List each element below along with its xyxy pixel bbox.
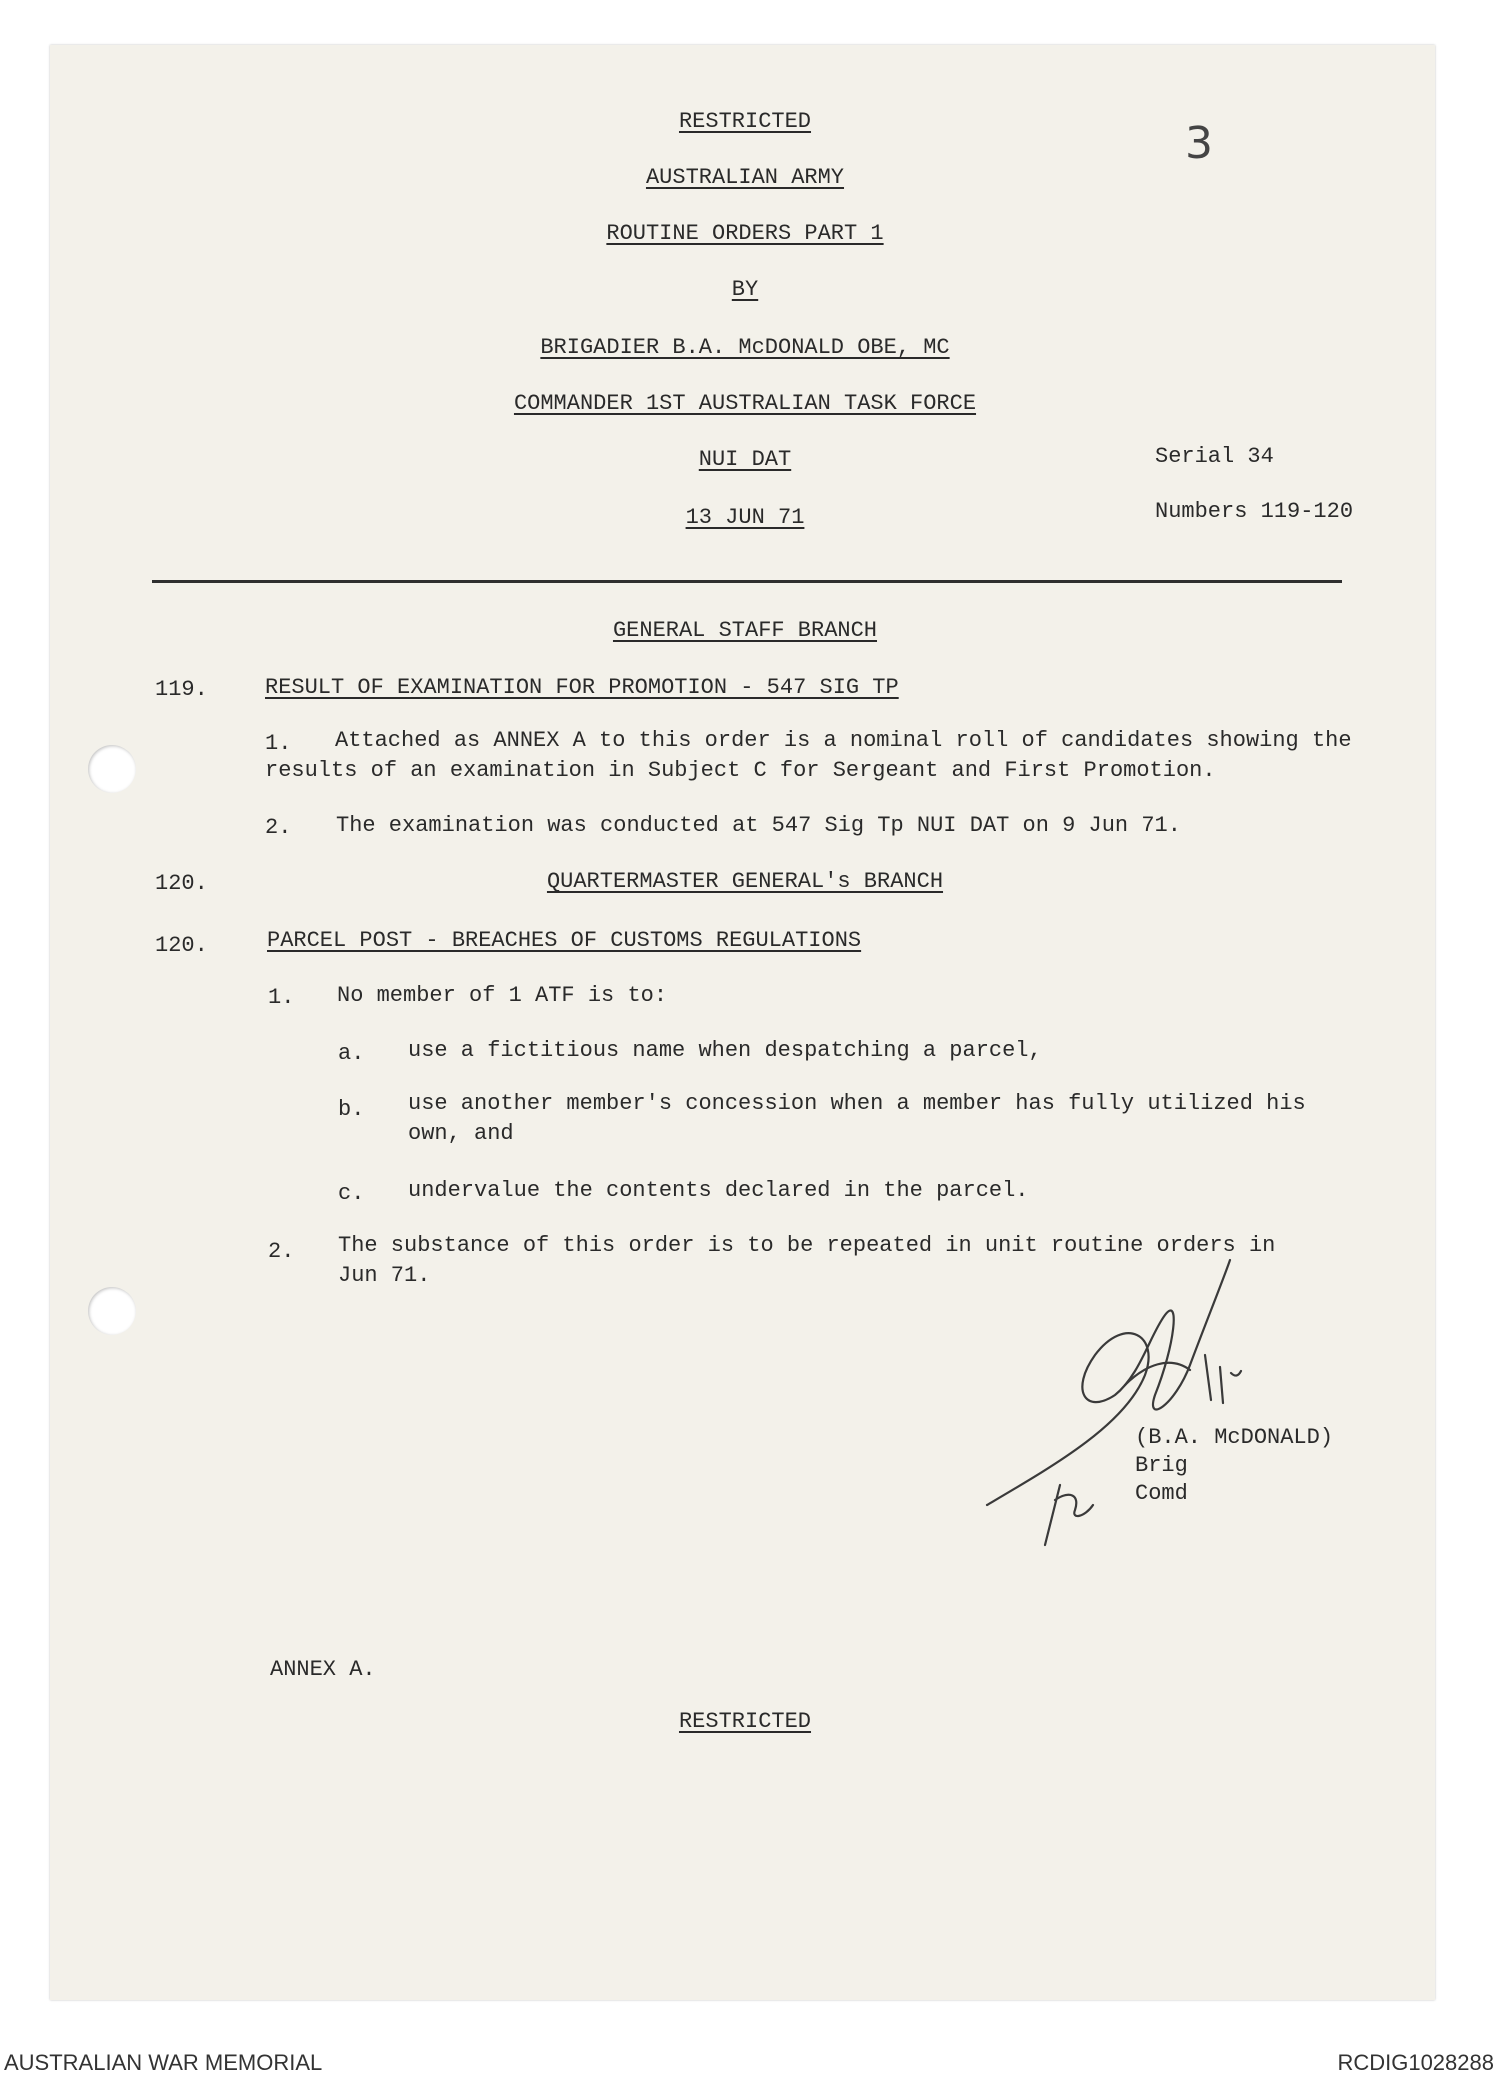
numbers-label: Numbers 119-120 [1155, 499, 1354, 524]
list-item-text: use another member's concession when a member has fully utilized his own, and [408, 1091, 1306, 1146]
punch-hole [88, 745, 136, 793]
archive-id: RCDIG1028288 [1337, 2050, 1494, 2075]
list-item-text: use a fictitious name when despatching a parcel, [408, 1038, 1042, 1063]
document-title: ROUTINE ORDERS PART 1 [606, 221, 884, 246]
qm-section-number: 120. [155, 871, 208, 896]
annex-reference: ANNEX A. [270, 1657, 376, 1682]
handwritten-signature [975, 1255, 1335, 1555]
classification-footer: RESTRICTED [678, 1709, 812, 1734]
order-120-title: PARCEL POST - BREACHES OF CUSTOMS REGULATIONS [267, 928, 862, 953]
list-item-label: c. [338, 1181, 365, 1206]
author-line: BRIGADIER B.A. McDONALD OBE, MC [540, 335, 950, 360]
order-120-p2-number: 2. [268, 1239, 295, 1264]
general-staff-heading: GENERAL STAFF BRANCH [612, 618, 878, 643]
order-120-number: 120. [155, 933, 208, 958]
org-title: AUSTRALIAN ARMY [645, 165, 845, 190]
by-line: BY [731, 277, 759, 302]
order-120-p1-number: 1. [268, 985, 295, 1010]
list-item-label: b. [338, 1097, 365, 1122]
order-119-p1-text: Attached as ANNEX A to this order is a nominal roll of candidates showing the results of an examination in Subject C for Sergeant and First Promotion. [265, 728, 1352, 783]
order-120-p2-text: The substance of this order is to be repeated in unit routine orders in Jun 71. [338, 1233, 1276, 1288]
signature-rank: Brig [1135, 1453, 1188, 1478]
archive-credit: AUSTRALIAN WAR MEMORIAL [4, 2050, 323, 2075]
order-119-p2-number: 2. [265, 815, 292, 840]
order-120-p1-text: No member of 1 ATF is to: [337, 983, 668, 1008]
header-divider [152, 580, 1342, 583]
list-item-label: a. [338, 1041, 365, 1066]
location-line: NUI DAT [698, 447, 792, 472]
role-line: COMMANDER 1ST AUSTRALIAN TASK FORCE [513, 391, 977, 416]
classification-header: RESTRICTED [678, 109, 812, 134]
signature-name: (B.A. McDONALD) [1135, 1425, 1334, 1450]
handwritten-page-number: 3 [1185, 118, 1213, 169]
date-line: 13 JUN 71 [685, 505, 805, 530]
order-119-number: 119. [155, 677, 208, 702]
serial-label: Serial 34 [1155, 444, 1274, 469]
list-item-text: undervalue the contents declared in the parcel. [408, 1178, 1029, 1203]
order-119-title: RESULT OF EXAMINATION FOR PROMOTION - 547 SIG TP [265, 675, 899, 700]
order-119-p1-number: 1. [265, 731, 292, 756]
qm-branch-heading: QUARTERMASTER GENERAL's BRANCH [546, 869, 944, 894]
order-119-p2-text: The examination was conducted at 547 Sig Tp NUI DAT on 9 Jun 71. [336, 813, 1181, 838]
signature-appointment: Comd [1135, 1481, 1188, 1506]
punch-hole [88, 1287, 136, 1335]
